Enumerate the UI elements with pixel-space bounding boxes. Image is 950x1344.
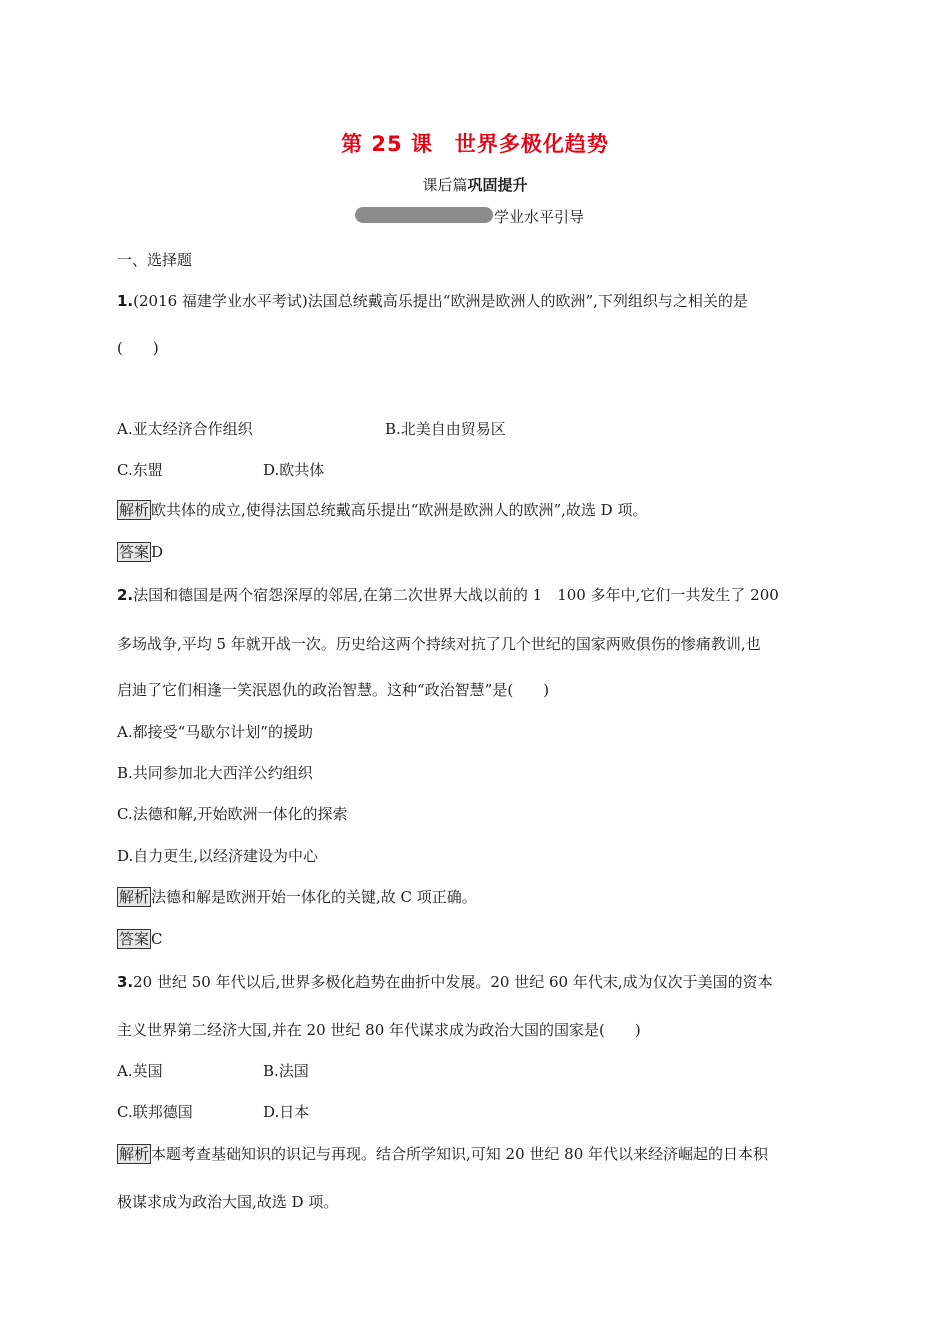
- question-1-line-2: ( ): [117, 339, 159, 357]
- answer-tag: 答案: [119, 543, 150, 561]
- option-c: C.东盟: [117, 461, 163, 479]
- option-b: B.法国: [263, 1062, 309, 1080]
- option-c: C.联邦德国: [117, 1103, 193, 1121]
- section-badge-label: 学业水平引导: [494, 208, 585, 226]
- question-3-line-1: [117, 972, 773, 992]
- analysis-line-2: 极谋求成为政治大国,故选 D 项。: [117, 1193, 339, 1211]
- page-subtitle: [0, 174, 950, 195]
- question-text: 法国和德国是两个宿怨深厚的邻居,在第二次世界大战以前的 1 100 多年中,它们一共发生了 200: [133, 586, 779, 604]
- option-a: A.英国: [117, 1062, 163, 1080]
- analysis-tag: 解析: [119, 888, 150, 906]
- answer-text: C: [151, 930, 163, 948]
- option-d: D.自力更生,以经济建设为中心: [117, 847, 319, 865]
- option-c: C.法德和解,开始欧洲一体化的探索: [117, 805, 348, 823]
- question-number: 3.: [117, 973, 134, 991]
- question-number: 2.: [117, 586, 134, 604]
- analysis-tag: 解析: [119, 501, 150, 519]
- question-2-line-3: 启迪了它们相逢一笑泯恩仇的政治智慧。这种“政治智慧”是( ): [117, 681, 550, 699]
- option-a: A.都接受“马歇尔计划”的援助: [117, 723, 313, 741]
- option-d: D.欧共体: [263, 461, 325, 479]
- answer-tag: 答案: [119, 930, 150, 948]
- page-title: 第 25 课 世界多极化趋势: [341, 132, 609, 156]
- answer-text: D: [151, 543, 164, 561]
- analysis-line: [117, 500, 647, 520]
- analysis-text: 法德和解是欧洲开始一体化的关键,故 C 项正确。: [151, 888, 477, 906]
- question-number: 1.: [117, 292, 134, 310]
- answer-line: [117, 542, 163, 562]
- section-heading: 一、选择题: [117, 251, 193, 269]
- analysis-line: [117, 1144, 768, 1164]
- option-b: B.北美自由贸易区: [385, 420, 506, 438]
- question-text: (2016 福建学业水平考试)法国总统戴高乐提出“欧洲是欧洲人的欧洲”,下列组织与之相关的是: [133, 292, 748, 310]
- question-2-line-2: 多场战争,平均 5 年就开战一次。历史给这两个持续对抗了几个世纪的国家两败俱伤的惨痛教训,也: [117, 635, 761, 653]
- option-b: B.共同参加北大西洋公约组织: [117, 764, 313, 782]
- option-d: D.日本: [263, 1103, 310, 1121]
- analysis-text: 欧共体的成立,使得法国总统戴高乐提出“欧洲是欧洲人的欧洲”,故选 D 项。: [151, 501, 648, 519]
- question-3-line-2: 主义世界第二经济大国,并在 20 世纪 80 年代谋求成为政治大国的国家是( ): [117, 1021, 641, 1039]
- subtitle-plain: 课后篇: [422, 176, 468, 194]
- answer-line: [117, 929, 163, 949]
- subtitle-bold: 巩固提升: [467, 176, 528, 194]
- question-text: 20 世纪 50 年代以后,世界多极化趋势在曲折中发展。20 世纪 60 年代末,成为仅次于美国的资本: [133, 973, 773, 991]
- section-badge-bar: [355, 207, 493, 223]
- analysis-line: [117, 887, 477, 907]
- option-a: A.亚太经济合作组织: [117, 420, 253, 438]
- question-2-line-1: [117, 585, 779, 605]
- analysis-tag: 解析: [119, 1145, 150, 1163]
- question-1-line-1: [117, 291, 748, 311]
- analysis-text: 本题考查基础知识的识记与再现。结合所学知识,可知 20 世纪 80 年代以来经济崛起的日本积: [151, 1145, 769, 1163]
